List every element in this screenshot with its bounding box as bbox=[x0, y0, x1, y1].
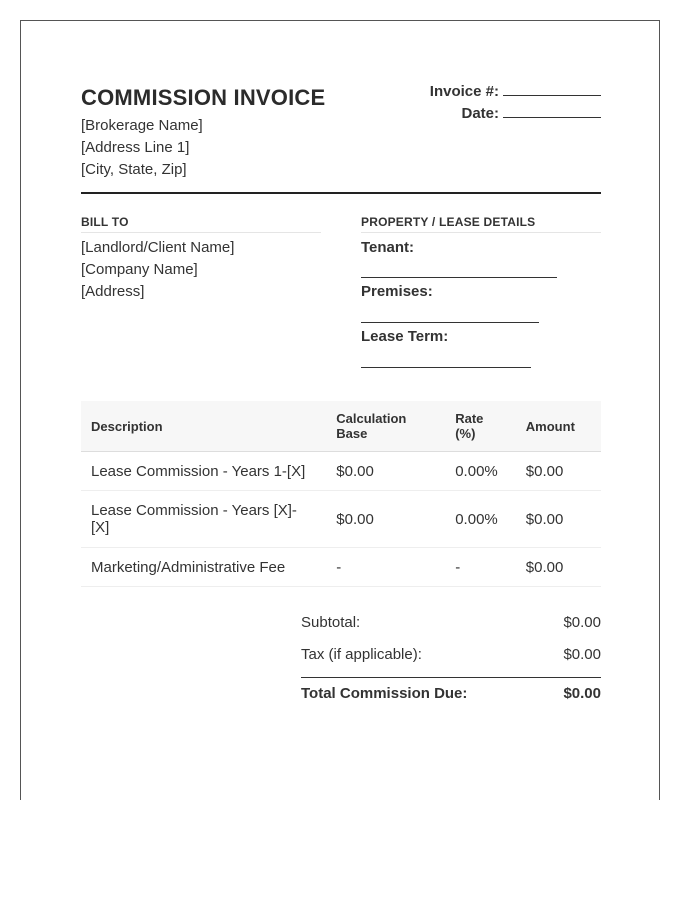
lease-details-heading: PROPERTY / LEASE DETAILS bbox=[361, 215, 601, 233]
row-amount: $0.00 bbox=[516, 452, 601, 491]
invoice-date-field[interactable] bbox=[461, 105, 601, 122]
col-header-calculation-base: Calculation Base bbox=[326, 401, 445, 452]
bill-to-client-name: [Landlord/Client Name] bbox=[81, 239, 235, 256]
table-row bbox=[81, 491, 601, 548]
invoice-number-field[interactable] bbox=[430, 83, 601, 100]
lease-term-label: Lease Term: bbox=[361, 328, 449, 345]
col-header-amount: Amount bbox=[516, 401, 601, 452]
brokerage-name: [Brokerage Name] bbox=[81, 117, 203, 134]
row-rate: 0.00% bbox=[445, 491, 516, 548]
invoice-date-blank[interactable] bbox=[503, 105, 601, 118]
header-divider bbox=[81, 192, 601, 194]
row-description: Lease Commission - Years 1-[X] bbox=[81, 452, 326, 491]
tenant-blank[interactable] bbox=[361, 277, 557, 278]
premises-blank[interactable] bbox=[361, 322, 539, 323]
row-calculation-base: $0.00 bbox=[326, 452, 445, 491]
total-due-label: Total Commission Due: bbox=[301, 685, 468, 702]
col-header-rate: Rate (%) bbox=[445, 401, 516, 452]
row-rate: 0.00% bbox=[445, 452, 516, 491]
row-calculation-base: $0.00 bbox=[326, 491, 445, 548]
col-header-description: Description bbox=[81, 401, 326, 452]
table-row bbox=[81, 452, 601, 491]
subtotal-value: $0.00 bbox=[563, 614, 601, 631]
row-calculation-base: - bbox=[326, 548, 445, 587]
invoice-page bbox=[20, 20, 660, 800]
row-description: Marketing/Administrative Fee bbox=[81, 548, 326, 587]
lease-term-blank[interactable] bbox=[361, 367, 531, 368]
row-rate: - bbox=[445, 548, 516, 587]
row-amount: $0.00 bbox=[516, 491, 601, 548]
invoice-title: COMMISSION INVOICE bbox=[81, 85, 326, 110]
bill-to-heading: BILL TO bbox=[81, 215, 321, 233]
bill-to-company-name: [Company Name] bbox=[81, 261, 198, 278]
tax-value: $0.00 bbox=[563, 646, 601, 663]
subtotal-label: Subtotal: bbox=[301, 614, 361, 631]
table-row bbox=[81, 548, 601, 587]
brokerage-city-state-zip: [City, State, Zip] bbox=[81, 161, 187, 178]
table-header-row bbox=[81, 401, 601, 452]
brokerage-address-line1: [Address Line 1] bbox=[81, 139, 190, 156]
totals-divider bbox=[301, 677, 601, 678]
bill-to-address: [Address] bbox=[81, 283, 145, 300]
tax-label: Tax (if applicable): bbox=[301, 646, 422, 663]
row-amount: $0.00 bbox=[516, 548, 601, 587]
commission-items-table bbox=[81, 401, 601, 587]
row-description: Lease Commission - Years [X]- [X] bbox=[81, 491, 326, 548]
invoice-number-blank[interactable] bbox=[503, 83, 601, 96]
invoice-date-label: Date: bbox=[461, 105, 499, 122]
total-due-value: $0.00 bbox=[563, 685, 601, 702]
premises-label: Premises: bbox=[361, 283, 433, 300]
tenant-label: Tenant: bbox=[361, 239, 415, 256]
invoice-number-label: Invoice #: bbox=[429, 83, 499, 100]
